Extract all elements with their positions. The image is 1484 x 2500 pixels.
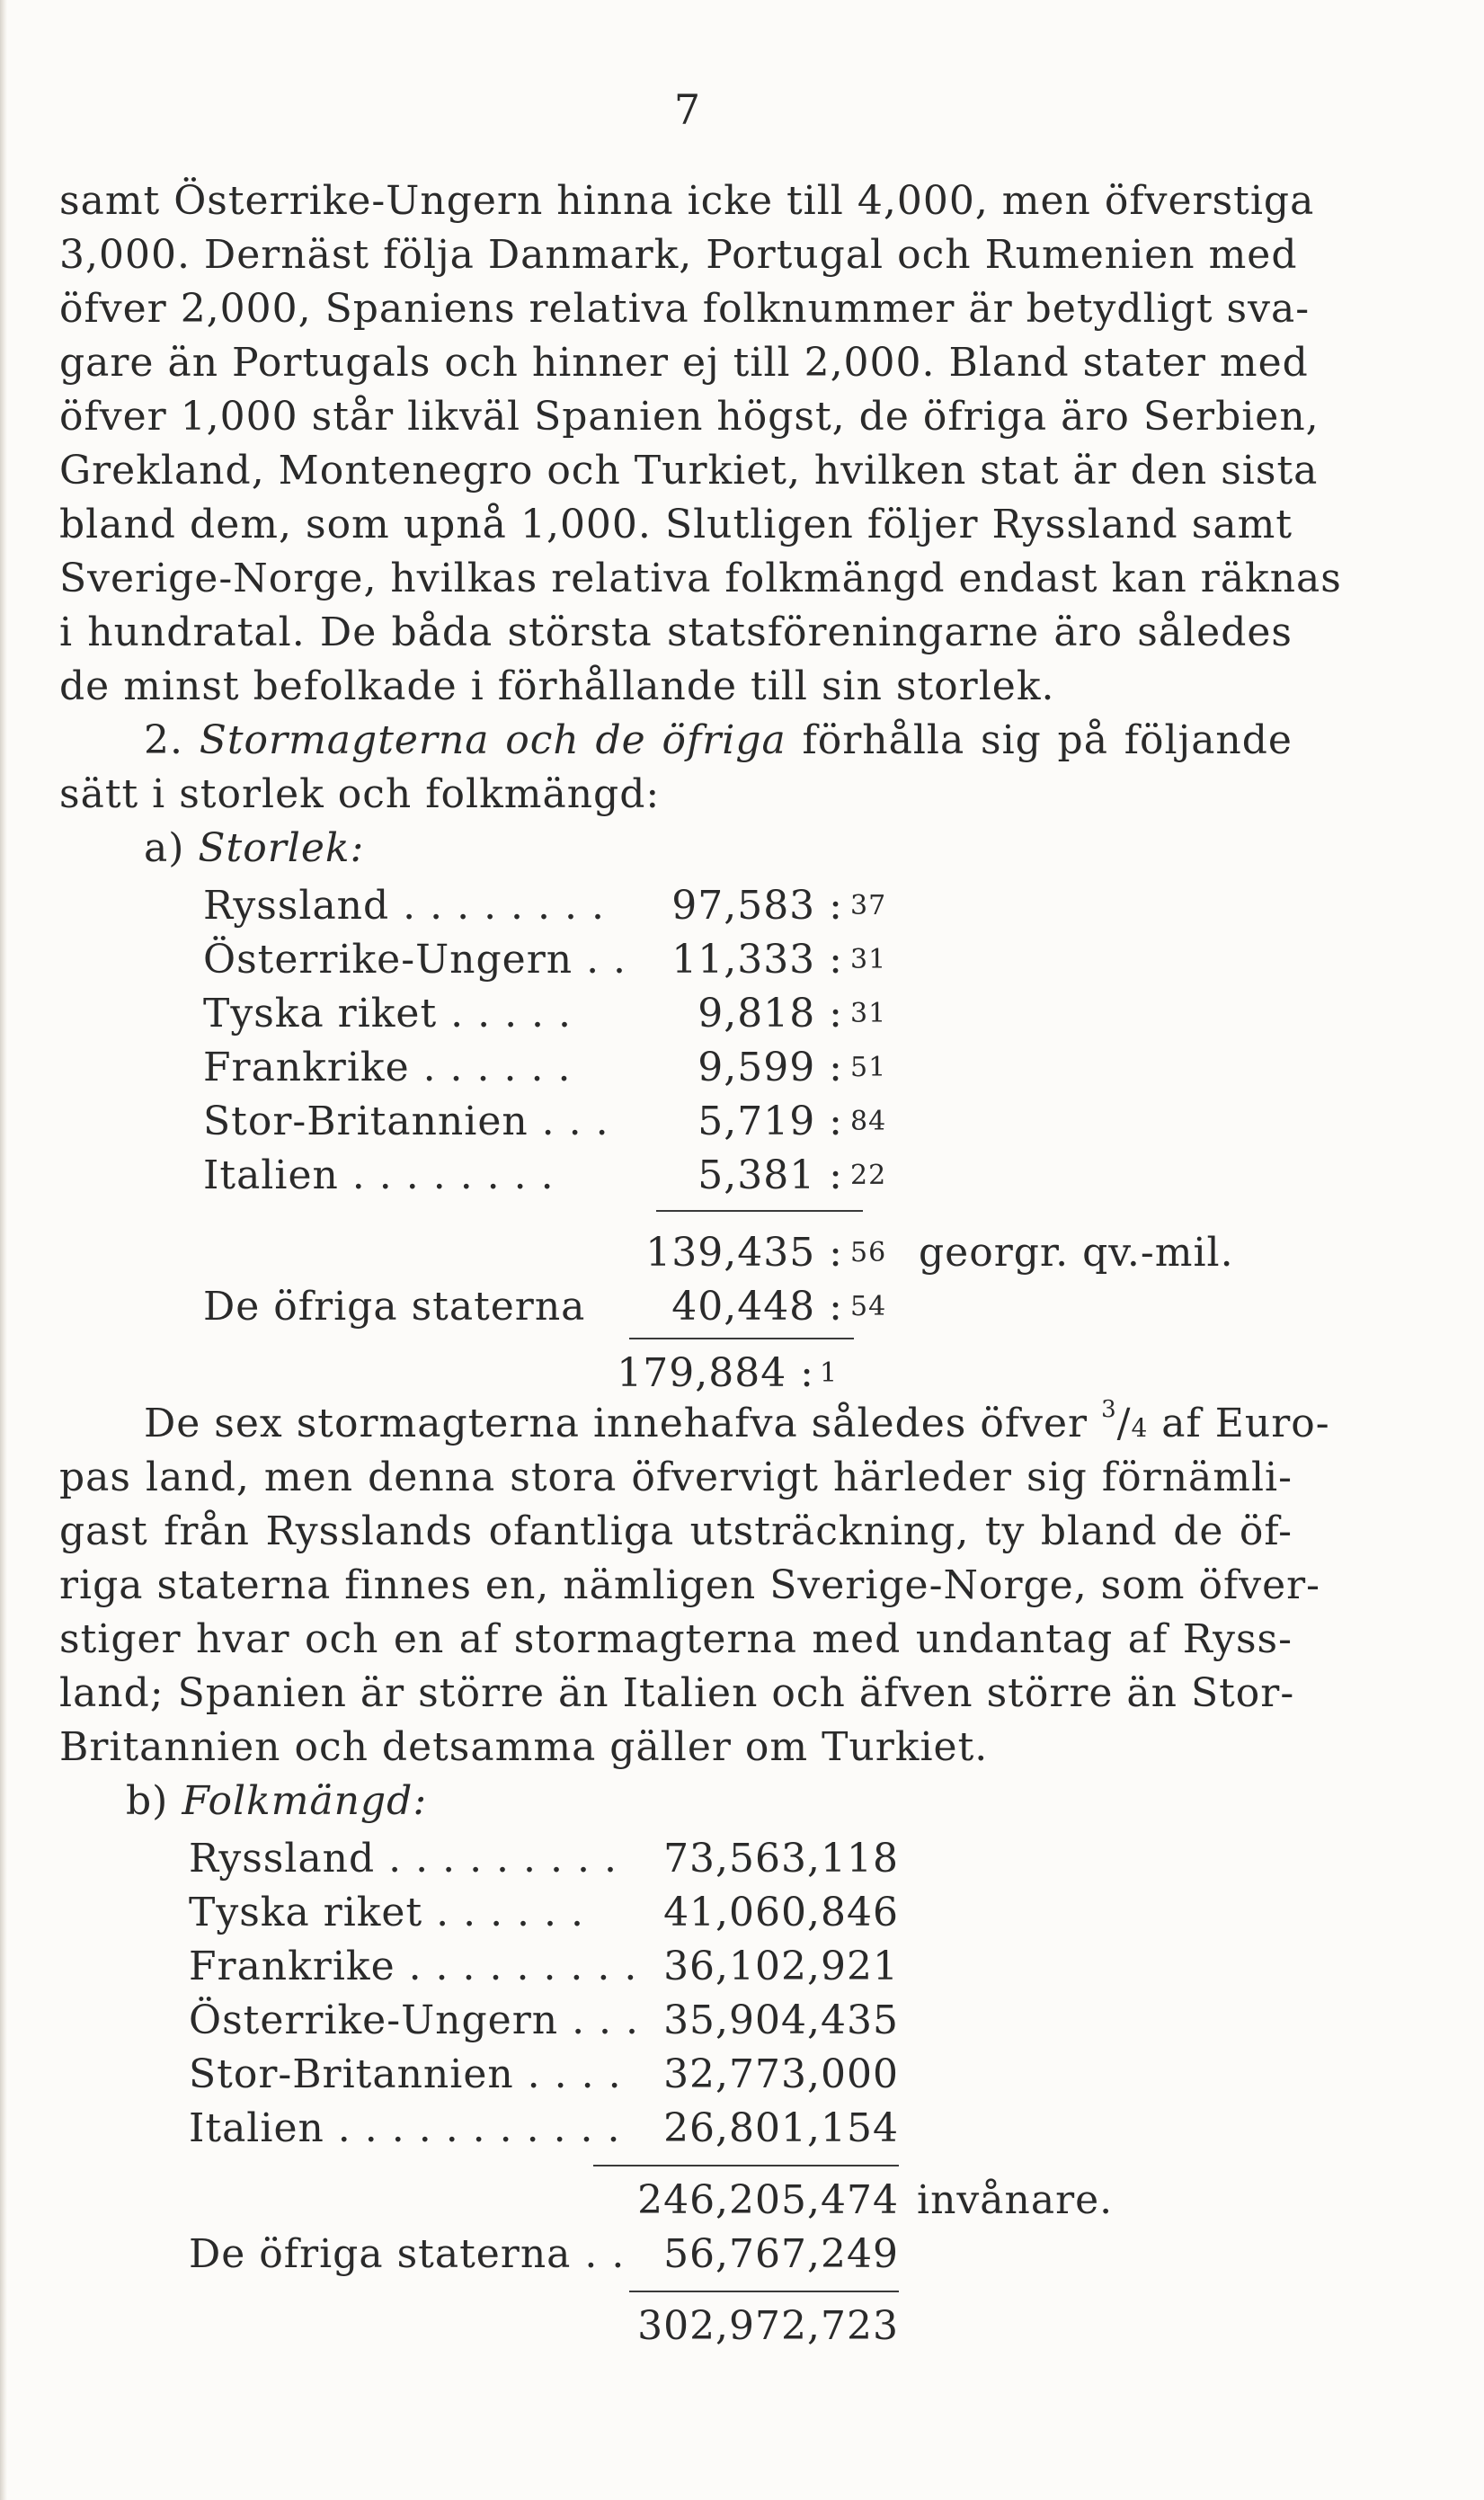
sum-rule — [593, 2165, 899, 2166]
others-value: 40,448 : — [671, 1284, 843, 1330]
row-label: Ryssland . . . . . . . . . — [189, 1836, 618, 1882]
page-edge-shadow — [0, 0, 7, 2500]
row-label: Stor-Britannien . . . — [203, 1099, 609, 1144]
subtotal-value: 246,205,474 — [637, 2177, 899, 2223]
text-line: pas land, men denna stora öfvervigt härleder sig förnämli- — [59, 1455, 1293, 1500]
row-fraction: 84 — [850, 1106, 887, 1137]
text-line: 3,000. Dernäst följa Danmark, Portugal och Rumenien med — [59, 232, 1298, 278]
row-label: Österrike-Ungern . . — [203, 937, 627, 983]
text-line: öfver 2,000, Spaniens relativa folknummer är betydligt sva- — [59, 286, 1311, 332]
row-value: 73,563,118 — [663, 1836, 899, 1882]
table-row — [203, 1151, 886, 1201]
table-row — [189, 2104, 899, 2154]
section-2-line-2: sätt i storlek och folkmängd: — [59, 771, 661, 817]
text-line: Grekland, Montenegro och Turkiet, hvilken stat är den sista — [59, 448, 1319, 494]
text-line: Sverige-Norge, hvilkas relativa folkmängd endast kan räknas — [59, 556, 1342, 601]
text-line: Britannien och detsamma gäller om Turkiet. — [59, 1724, 989, 1770]
table-others-row — [203, 1282, 886, 1332]
section-title-rest: förhålla sig på följande — [802, 717, 1293, 763]
row-label: Tyska riket . . . . . — [203, 991, 573, 1036]
table-a-marker: a) — [144, 825, 185, 871]
table-subtotal-row — [189, 2175, 1124, 2226]
section-number: 2. — [144, 717, 183, 763]
table-a-title: Storlek: — [198, 825, 365, 871]
row-fraction: 51 — [850, 1052, 887, 1083]
fraction-three-quarters: $^3$/4 — [1101, 1396, 1149, 1446]
total-fraction: 1 — [820, 1357, 839, 1389]
others-fraction: 54 — [850, 1291, 887, 1322]
row-label: Ryssland . . . . . . . . — [203, 883, 605, 929]
row-value: 26,801,154 — [663, 2105, 899, 2151]
table-subtotal-row — [203, 1228, 1282, 1278]
section-title-italic: Stormagterna och de öfriga — [199, 717, 786, 763]
total-rule — [629, 1338, 854, 1339]
row-value: 11,333 : — [671, 937, 843, 983]
section-2-line-1 — [144, 716, 1293, 766]
table-others-row — [189, 2229, 899, 2280]
row-value: 5,719 : — [698, 1099, 843, 1144]
text-line: stiger hvar och en af stormagterna med undantag af Ryss- — [59, 1616, 1293, 1662]
row-value: 35,904,435 — [663, 1997, 899, 2043]
text-line — [144, 1396, 1330, 1449]
others-label: De öfriga staterna . . — [189, 2231, 626, 2277]
text-line: land; Spanien är större än Italien och äfven större än Stor- — [59, 1670, 1295, 1716]
row-label: Frankrike . . . . . . — [203, 1045, 572, 1090]
text-line: de minst befolkade i förhållande till sin storlek. — [59, 663, 1055, 709]
row-fraction: 31 — [850, 998, 887, 1029]
text-line: öfver 1,000 står likväl Spanien högst, de öfriga äro Serbien, — [59, 394, 1320, 440]
fraction-numerator: 3 — [1101, 1396, 1117, 1424]
text-line: gast från Rysslands ofantliga utsträckning, ty bland de öf- — [59, 1508, 1293, 1554]
text-line-end: af Euro- — [1161, 1401, 1330, 1446]
text-line: riga staterna finnes en, nämligen Sverige-Norge, som öfver- — [59, 1562, 1321, 1608]
row-value: 36,102,921 — [663, 1944, 899, 1989]
page-number: 7 — [673, 85, 702, 134]
table-row — [203, 989, 886, 1039]
row-label: Stor-Britannien . . . . — [189, 2051, 622, 2097]
row-label: Österrike-Ungern . . . — [189, 1997, 639, 2043]
row-label: Frankrike . . . . . . . . . — [189, 1944, 638, 1989]
table-row — [189, 1888, 899, 1938]
subtotal-unit: georgr. qv.-mil. — [919, 1230, 1234, 1276]
row-value: 9,599 : — [698, 1045, 843, 1090]
table-b-heading — [126, 1776, 1359, 1827]
subtotal-unit: invånare. — [917, 2177, 1114, 2223]
table-row — [189, 1996, 899, 2046]
text-line: gare än Portugals och hinner ej till 2,000. Bland stater med — [59, 340, 1309, 386]
subtotal-value: 139,435 : — [645, 1230, 843, 1276]
row-label: Italien . . . . . . . . — [203, 1152, 555, 1198]
row-value: 5,381 : — [698, 1152, 843, 1198]
table-row — [203, 881, 886, 931]
table-a-heading — [144, 823, 1377, 874]
table-b-title: Folkmängd: — [182, 1778, 428, 1824]
others-label: De öfriga staterna — [203, 1284, 586, 1330]
table-row — [189, 1834, 899, 1884]
table-row — [203, 1043, 886, 1093]
row-fraction: 31 — [850, 944, 887, 975]
table-b-marker: b) — [126, 1778, 169, 1824]
row-value: 97,583 : — [671, 883, 843, 929]
text-line: i hundratal. De båda största statsföreningarne äro således — [59, 609, 1293, 655]
table-total-row — [189, 2301, 899, 2352]
row-label: Italien . . . . . . . . . . . — [189, 2105, 621, 2151]
row-value: 41,060,846 — [663, 1890, 899, 1935]
subtotal-fraction: 56 — [850, 1237, 887, 1268]
row-label: Tyska riket . . . . . . — [189, 1890, 584, 1935]
text-line-start: De sex stormagterna innehafva således öfver — [144, 1401, 1089, 1446]
total-value: 179,884 : — [617, 1350, 814, 1396]
table-total-row — [203, 1348, 886, 1399]
table-row — [189, 1942, 899, 1992]
row-fraction: 37 — [850, 890, 887, 921]
text-line: bland dem, som upnå 1,000. Slutligen följer Ryssland samt — [59, 502, 1293, 547]
fraction-denominator: 4 — [1131, 1413, 1149, 1443]
total-value: 302,972,723 — [637, 2303, 899, 2349]
row-fraction: 22 — [850, 1160, 887, 1191]
table-row — [203, 1097, 886, 1147]
table-row — [203, 935, 886, 985]
others-value: 56,767,249 — [663, 2231, 899, 2277]
row-value: 9,818 : — [698, 991, 843, 1036]
table-row — [189, 2050, 899, 2100]
row-value: 32,773,000 — [663, 2051, 899, 2097]
text-line: samt Österrike-Ungern hinna icke till 4,000, men öfverstiga — [59, 178, 1315, 224]
total-rule — [629, 2291, 899, 2292]
sum-rule — [656, 1210, 863, 1212]
